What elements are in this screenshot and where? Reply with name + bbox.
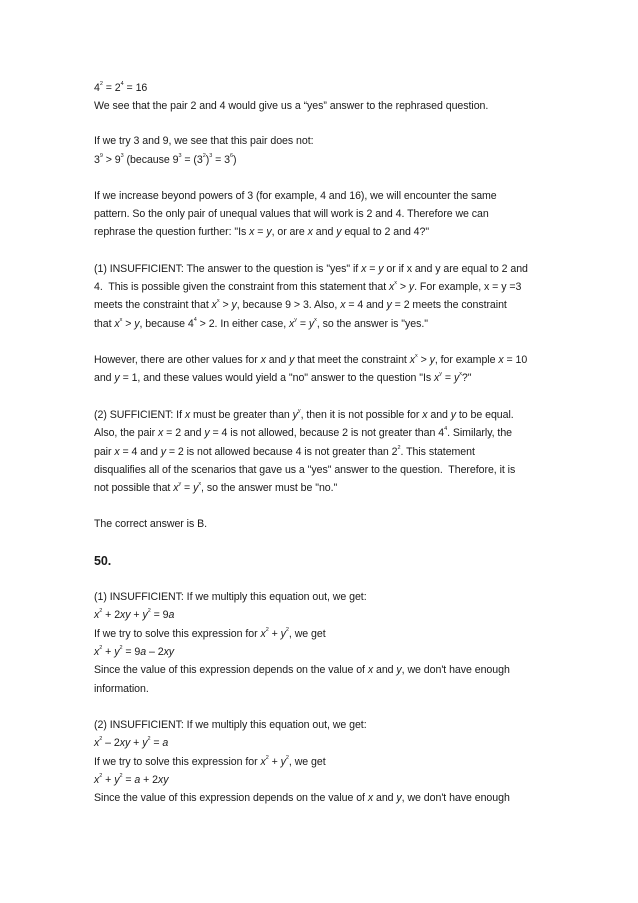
text-line: (1) INSUFFICIENT: If we multiply this equation out, we get:	[94, 591, 367, 603]
text-line: 4. This is possible given the constraint from this statement that $x^x > y$. For example, x = y =3	[94, 280, 522, 293]
equation-line: $x^2 + y^2 = a + 2xy$	[94, 773, 169, 786]
text-line: that $x^x > y$, because $4^4 > 2$. In either case, $x^y = y^x$, so the answer is "yes."	[94, 317, 428, 330]
text-line: (2) SUFFICIENT: If x must be greater than $y^y$, then it is not possible for x and y to be equal.	[94, 408, 514, 421]
text-line: If we try to solve this expression for $x^2 + y^2$, we get	[94, 755, 326, 768]
text-line: If we try to solve this expression for $x^2 + y^2$, we get	[94, 627, 326, 640]
text-line: not possible that $x^y = y^x$, so the answer must be "no."	[94, 481, 338, 494]
text-line: (2) INSUFFICIENT: If we multiply this equation out, we get:	[94, 719, 367, 731]
answer-line: The correct answer is B.	[94, 518, 208, 530]
text-line: We see that the pair 2 and 4 would give us a “yes” answer to the rephrased question.	[94, 100, 489, 112]
text-line: Since the value of this expression depends on the value of x and y, we don't have enough	[94, 664, 510, 676]
question-number-heading: 50.	[94, 554, 112, 568]
text-line: information.	[94, 683, 149, 695]
text-line: If we try 3 and 9, we see that this pair does not:	[94, 135, 314, 147]
equation-line: $x^2 + y^2 = 9a - 2xy$	[94, 645, 175, 658]
text-line: Since the value of this expression depends on the value of x and y, we don't have enough	[94, 792, 510, 804]
equation-line: $3^9 > 9^3$ (because $9^3 = (3^2)^3 = 3^6$)	[94, 153, 237, 166]
text-line: (1) INSUFFICIENT: The answer to the question is "yes" if x = y or if x and y are equal to 2 and	[94, 263, 528, 275]
text-line: Also, the pair x = 2 and y = 4 is not allowed, because 2 is not greater than $4^4$. Similarly, the	[94, 426, 513, 439]
text-line: pair x = 4 and y = 2 is not allowed because 4 is not greater than $2^2$. This statement	[94, 445, 475, 458]
text-line: rephrase the question further: "Is x = y, or are x and y equal to 2 and 4?"	[94, 226, 430, 238]
equation-line: $x^2 - 2xy + y^2 = a$	[94, 736, 169, 749]
text-line: disqualifies all of the scenarios that gave us a "yes" answer to the question. Therefore, it is	[94, 464, 516, 476]
equation-line: $x^2 + 2xy + y^2 = 9a$	[94, 608, 175, 621]
equation-line: $4^2 = 2^4 = 16$	[94, 81, 148, 94]
text-line: and y = 1, and these values would yield a "no" answer to the question "Is $x^y = y^x$?"	[94, 371, 472, 384]
text-line: meets the constraint that $x^x > y$, because 9 > 3. Also, x = 4 and y = 2 meets the constraint	[94, 298, 507, 311]
text-line: If we increase beyond powers of 3 (for example, 4 and 16), we will encounter the same	[94, 190, 497, 202]
text-line: However, there are other values for x and y that meet the constraint $x^x > y$, for example x = 10	[94, 353, 528, 366]
text-line: pattern. So the only pair of unequal values that will work is 2 and 4. Therefore we can	[94, 208, 489, 220]
